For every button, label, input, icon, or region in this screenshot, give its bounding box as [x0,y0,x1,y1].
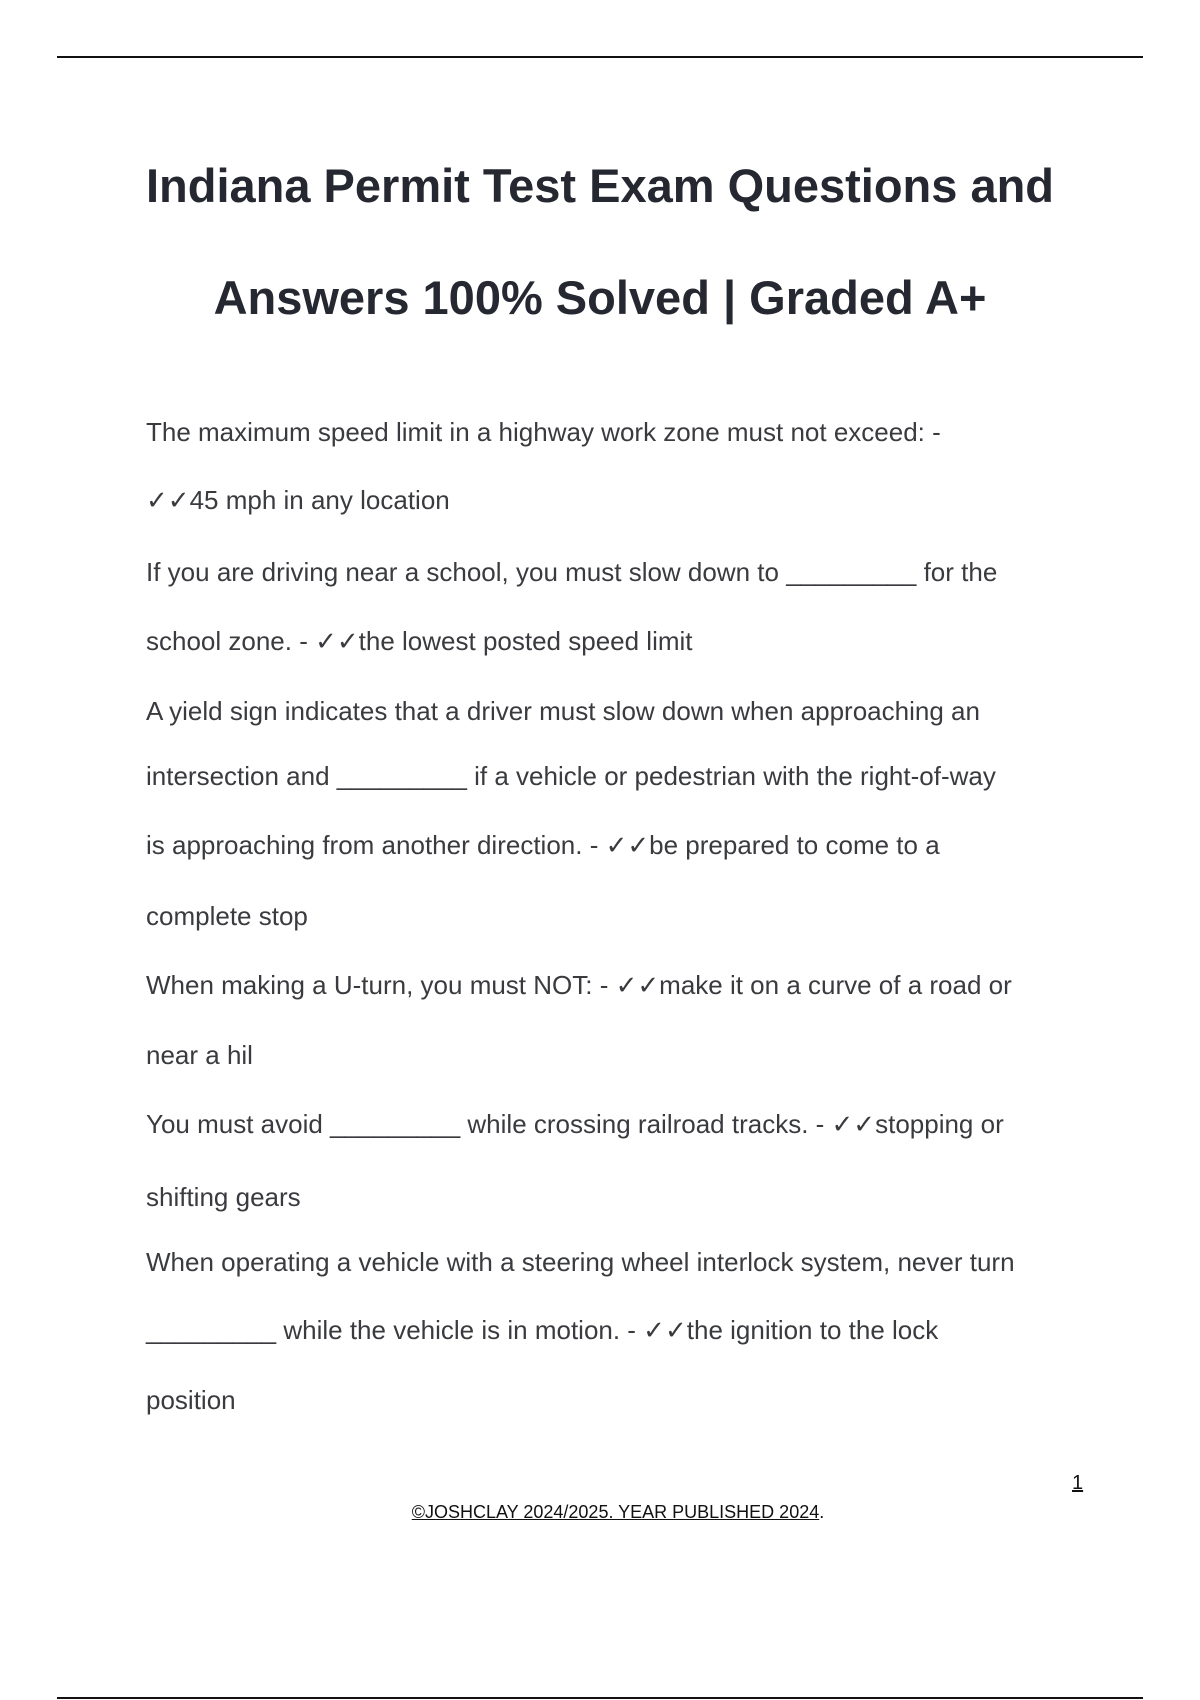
document-title [100,130,1100,354]
top-divider [57,56,1143,58]
qa-line: position [146,1385,236,1415]
footer-suffix: . [819,1502,825,1522]
bottom-divider [57,1697,1143,1699]
qa-line: school zone. - ✓✓the lowest posted speed limit [146,626,693,656]
qa-line: intersection and _________ if a vehicle or pedestrian with the right-of-way [146,761,996,791]
copyright-footer [0,1502,1200,1523]
qa-line: shifting gears [146,1182,301,1212]
qa-line: A yield sign indicates that a driver must slow down when approaching an [146,696,980,726]
title-line-2: Answers 100% Solved | Graded A+ [213,271,987,324]
qa-line: You must avoid _________ while crossing railroad tracks. - ✓✓stopping or [146,1109,1004,1139]
qa-line: When making a U-turn, you must NOT: - ✓✓make it on a curve of a road or [146,970,1012,1000]
footer-text: ©JOSHCLAY 2024/2025. YEAR PUBLISHED 2024 [411,1502,820,1522]
title-line-1: Indiana Permit Test Exam Questions and [145,159,1055,212]
qa-line: If you are driving near a school, you must slow down to _________ for the [146,557,998,587]
qa-line: ✓✓45 mph in any location [146,485,450,515]
qa-line: is approaching from another direction. - ✓✓be prepared to come to a [146,830,940,860]
qa-line: complete stop [146,901,308,931]
qa-line: When operating a vehicle with a steering wheel interlock system, never turn [146,1247,1015,1277]
qa-line: The maximum speed limit in a highway work zone must not exceed: - [146,417,941,447]
qa-line: _________ while the vehicle is in motion. - ✓✓the ignition to the lock [146,1315,939,1345]
qa-line: near a hil [146,1040,253,1070]
page-number: 1 [1072,1472,1084,1494]
